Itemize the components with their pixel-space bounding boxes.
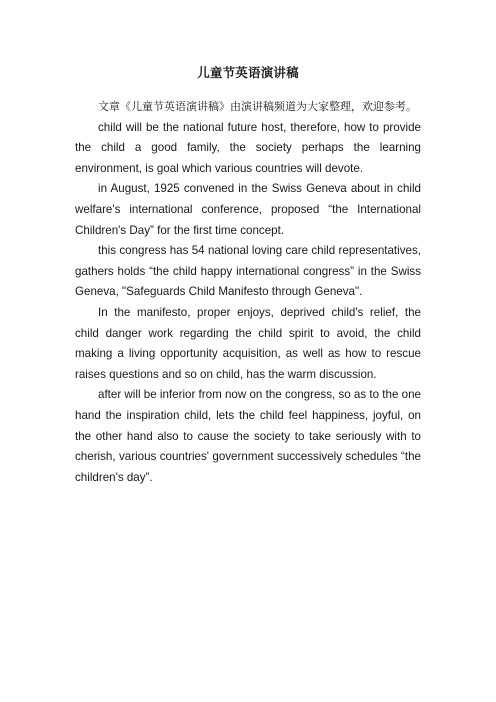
body-paragraph-2: in August, 1925 convened in the Swiss Geneva about in child welfare's international conference, proposed “the International Children's Day” for the first time concept. (75, 182, 421, 237)
body-paragraph-5: after will be inferior from now on the congress, so as to the one hand the inspiration child, lets the child feel happiness, joyful, on the other hand also to cause the society to take seriously with to cherish, various countries' government successively schedules “the children's day”. (75, 388, 421, 484)
body-paragraph-3: this congress has 54 national loving care child representatives, gathers holds “the child happy international congress” in the Swiss Geneva, "Safeguards Child Manifesto through Geneva". (75, 244, 421, 299)
body-paragraph-4: In the manifesto, proper enjoys, deprived child's relief, the child danger work regarding the child spirit to avoid, the child making a living opportunity acquisition, as well as how to rescue raises questions and so on child, has the warm discussion. (75, 305, 421, 381)
intro-paragraph: 文章《儿童节英语演讲稿》由演讲稿频道为大家整理，欢迎参考。 (98, 100, 417, 113)
document-body (75, 97, 421, 488)
body-paragraph-1: child will be the national future host, therefore, how to provide the child a good family, the society perhaps the learning environment, is goal which various countries will devote. (75, 120, 421, 175)
document-title: 儿童节英语演讲稿 (197, 65, 299, 80)
